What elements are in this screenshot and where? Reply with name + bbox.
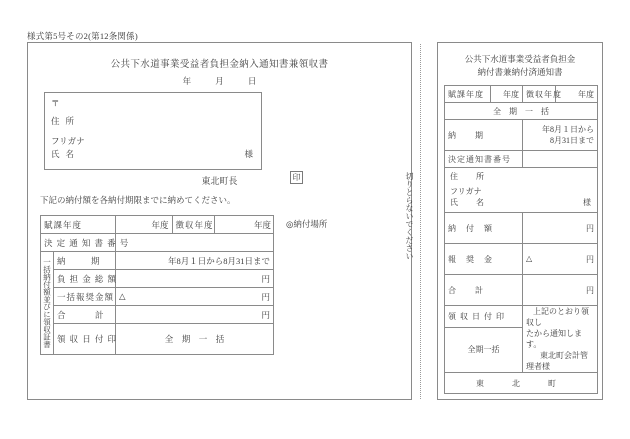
fiscal-year-label: 賦課年度: [41, 216, 116, 234]
notice-number-label: 決 定 通 知 書 番 号: [41, 234, 116, 252]
payment-notice-receipt-panel: [27, 42, 412, 400]
reward-minus-sign: △: [526, 253, 533, 263]
reward-label: 報 奨 金: [445, 244, 523, 275]
table-row-total-fee: [41, 270, 274, 288]
table-row-addressee: [445, 168, 598, 213]
notice-number-field[interactable]: [523, 151, 598, 168]
receipt-notice-line2: たから通知します。: [526, 329, 582, 349]
reward-unit: 円: [586, 254, 594, 264]
fiscal-year-value[interactable]: 年度: [491, 86, 523, 103]
full-term-seal-label: 全期一括: [445, 327, 523, 372]
receipt-notice-line3: 東北町会計管理者様: [526, 351, 588, 371]
table-row-fiscal-year: [41, 216, 274, 234]
table-row-receipt-seal: [41, 324, 274, 355]
receipt-notice-text: [523, 306, 598, 373]
total-fee-label: 負 担 金 総 額: [54, 270, 116, 288]
table-row-reward: [445, 244, 598, 275]
vertical-section-label-cell: [41, 252, 54, 355]
seal-icon: 印: [290, 171, 303, 184]
table-row-fiscal-year: [445, 86, 598, 103]
lump-reward-label: 一括報奨金額: [54, 288, 116, 306]
payment-instruction: 下記の納付額を各納付期限までに納めてください。: [40, 195, 236, 205]
reward-value-cell[interactable]: [523, 244, 598, 275]
address-label: 住所: [51, 116, 81, 126]
lump-reward-value-cell[interactable]: [116, 288, 274, 306]
table-row-total: [445, 275, 598, 306]
receipt-notice-line1: 上記のとおり領収し: [526, 307, 589, 327]
date-year-label: 年: [182, 76, 192, 86]
total-unit[interactable]: 円: [523, 275, 598, 306]
term-value[interactable]: [523, 120, 598, 151]
left-panel-title: 公共下水道事業受益者負担金納入通知書兼領収書: [110, 60, 329, 70]
table-row-term: [41, 252, 274, 270]
furigana-label: フリガナ: [450, 187, 482, 196]
total-label: 合 計: [445, 275, 523, 306]
town-name-label: 東 北 町: [445, 373, 598, 394]
fiscal-year-value[interactable]: 年度: [116, 216, 172, 233]
notice-number-field[interactable]: [116, 234, 274, 252]
cut-line-divider: [420, 44, 421, 399]
table-row-full-term: [445, 103, 598, 120]
payment-location-label: ◎納付場所: [286, 219, 328, 229]
receipt-date-seal-label: 領 収 日 付 印: [54, 324, 116, 355]
collection-year-label: 徴収年度: [172, 216, 214, 233]
collection-year-value[interactable]: 年度: [254, 219, 272, 230]
vertical-section-label: 一括納付額並びに領収証書: [42, 258, 52, 348]
furigana-label: フリガナ: [51, 136, 85, 146]
honorific-label: 様: [244, 149, 253, 159]
fiscal-year-cells: [116, 216, 274, 234]
receipt-date-seal-label: 領 収 日 付 印: [445, 306, 523, 328]
right-detail-table: [444, 85, 598, 394]
term-value-line2: 8月31日まで: [550, 136, 594, 145]
mayor-name: 東北町長: [201, 176, 238, 186]
term-value-line1: 年8月１日から: [542, 125, 594, 134]
right-panel-title-line2: 納付書兼納付済通知書: [477, 67, 563, 77]
term-value[interactable]: 年8月１日から8月31日まで: [116, 252, 274, 270]
table-row-notice-number: [41, 234, 274, 252]
payment-amount-unit[interactable]: 円: [523, 213, 598, 244]
lump-reward-unit: 円: [261, 291, 271, 302]
table-row-receipt-seal-header: [445, 306, 598, 328]
date-month-label: 月: [215, 76, 224, 86]
fiscal-year-label: 賦課年度: [445, 86, 491, 103]
subtotal-label: 合 計: [54, 306, 116, 324]
table-row-lump-reward: [41, 288, 274, 306]
honorific-label: 様: [583, 198, 591, 207]
right-panel-title: [438, 53, 602, 79]
table-row-payment-amount: [445, 213, 598, 244]
table-row-term: [445, 120, 598, 151]
addressee-cell[interactable]: [445, 168, 598, 213]
subtotal-value[interactable]: 円: [116, 306, 274, 324]
postal-code-mark: 〒: [51, 98, 60, 108]
full-term-label: 全 期 一 括: [445, 103, 598, 120]
payment-slip-panel: [437, 42, 603, 400]
left-panel-date-line: [28, 75, 411, 87]
term-label: [54, 252, 116, 270]
full-term-lump-label: 全 期 一 括: [116, 324, 274, 355]
total-fee-value[interactable]: 円: [116, 270, 274, 288]
payment-amount-label: 納 付 額: [445, 213, 523, 244]
address-label: 住 所: [450, 172, 489, 181]
name-label: 氏名: [51, 149, 81, 159]
table-row-town: [445, 373, 598, 394]
table-row-subtotal: [41, 306, 274, 324]
name-label: 氏 名: [450, 198, 489, 207]
term-label-text: 納 期: [57, 255, 100, 266]
left-detail-table: [40, 215, 274, 355]
date-day-label: 日: [247, 76, 257, 86]
cut-line-label: 切りとらないでください: [405, 172, 414, 260]
collection-year-label: 徴収年度: [523, 86, 556, 103]
addressee-box: [44, 92, 262, 170]
collection-year-value[interactable]: 年度: [556, 86, 598, 103]
lump-reward-minus-sign: △: [119, 290, 126, 301]
form-id-label: 様式第5号その2(第12条関係): [27, 31, 138, 41]
notice-number-label: 決定通知書番号: [445, 151, 523, 168]
term-label: 納 期: [445, 120, 523, 151]
right-panel-title-line1: 公共下水道事業受益者負担金: [464, 54, 576, 64]
table-row-notice-number: [445, 151, 598, 168]
